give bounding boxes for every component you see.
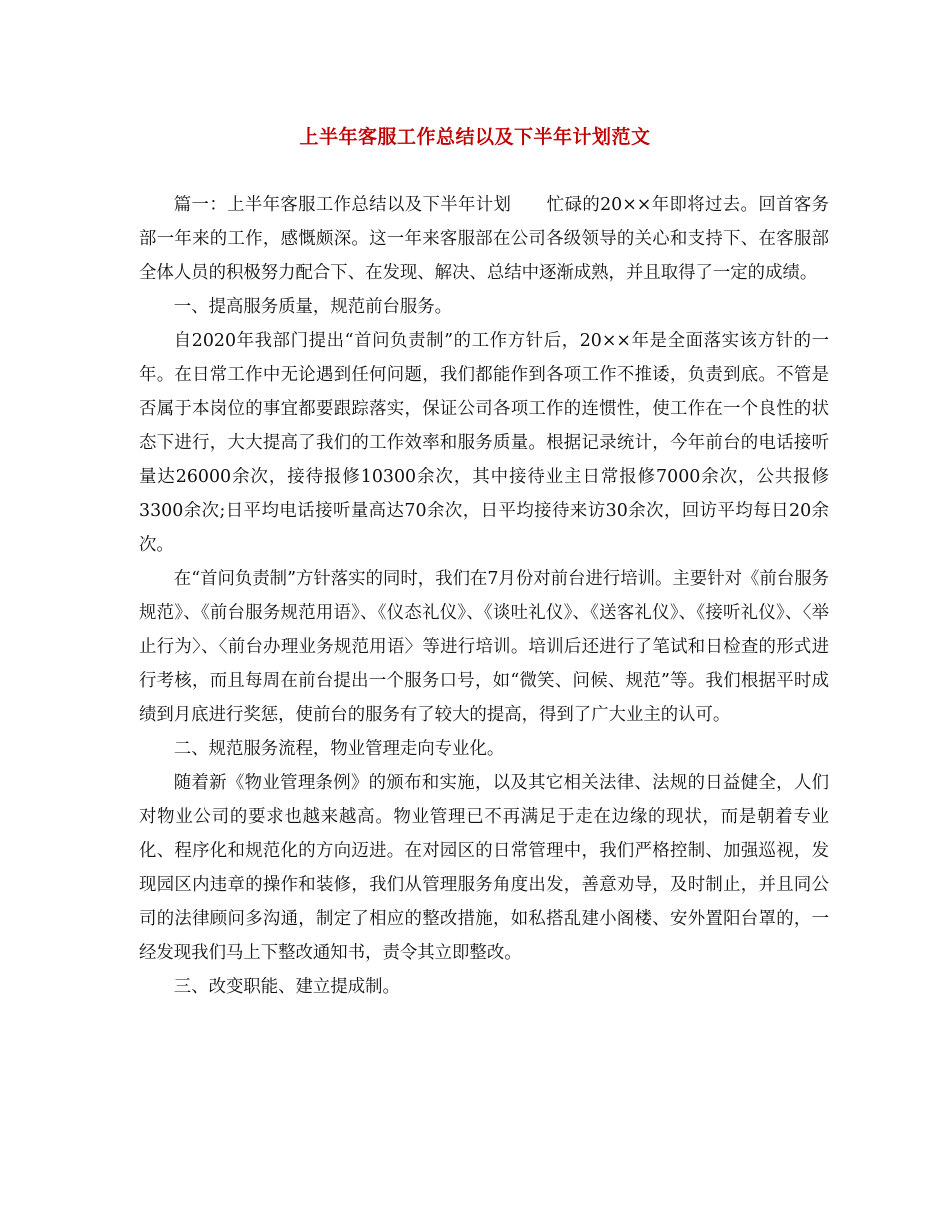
document-title: 上半年客服工作总结以及下半年计划范文 [299, 126, 651, 148]
paragraph-property-management: 随着新《物业管理条例》的颁布和实施，以及其它相关法律、法规的日益健全，人们对物业公司的要求也越来越高。物业管理已不再满足于走在边缘的现状，而是朝着专业化、程序化和规范化的方向迈进。在对园区的日常管理中，我们严格控制、加强巡视，发现园区内违章的操作和装修，我们从管理服务角度出发，善意劝导，及时制止，并且同公司的法律顾问多沟通，制定了相应的整改措施，如私搭乱建小阁楼、安外置阳台罩的，一经发现我们马上下整改通知书，责令其立即整改。 [139, 773, 829, 963]
paragraph-first-inquiry-policy: 自2020年我部门提出“首问负责制”的工作方针后，20××年是全面落实该方针的一年。在日常工作中无论遇到任何问题，我们都能作到各项工作不推诿，负责到底。不管是否属于本岗位的事宜都要跟踪落实，保证公司各项工作的连惯性，使工作在一个良性的状态下进行，大大提高了我们的工作效率和服务质量。根据记录统计，今年前台的电话接听量达26000余次，接待报修10300余次，其中接待业主日常报修7000余次，公共报修3300余次;日平均电话接听量高达70余次，日平均接待来访30余次，回访平均每日20余次。 [139, 331, 829, 555]
section-heading-2: 二、规范服务流程，物业管理走向专业化。 [173, 739, 505, 759]
document-body [139, 188, 829, 1004]
paragraph-intro: 篇一：上半年客服工作总结以及下半年计划 忙碌的20××年即将过去。回首客务部一年来的工作，感慨颇深。这一年来客服部在公司各级领导的关心和支持下、在客服部全体人员的积极努力配合下、在发现、解决、总结中逐渐成熟，并且取得了一定的成绩。 [139, 195, 829, 283]
paragraph-front-desk-training: 在“首问负责制”方针落实的同时，我们在7月份对前台进行培训。主要针对《前台服务规范》、《前台服务规范用语》、《仪态礼仪》、《谈吐礼仪》、《送客礼仪》、《接听礼仪》、〈举止行为〉、〈前台办理业务规范用语〉等进行培训。培训后还进行了笔试和日检查的形式进行考核，而且每周在前台提出一个服务口号，如“微笑、问候、规范”等。我们根据平时成绩到月底进行奖惩，使前台的服务有了较大的提高，得到了广大业主的认可。 [139, 569, 829, 725]
section-heading-3: 三、改变职能、建立提成制。 [173, 977, 400, 997]
section-heading-1: 一、提高服务质量，规范前台服务。 [173, 297, 453, 317]
